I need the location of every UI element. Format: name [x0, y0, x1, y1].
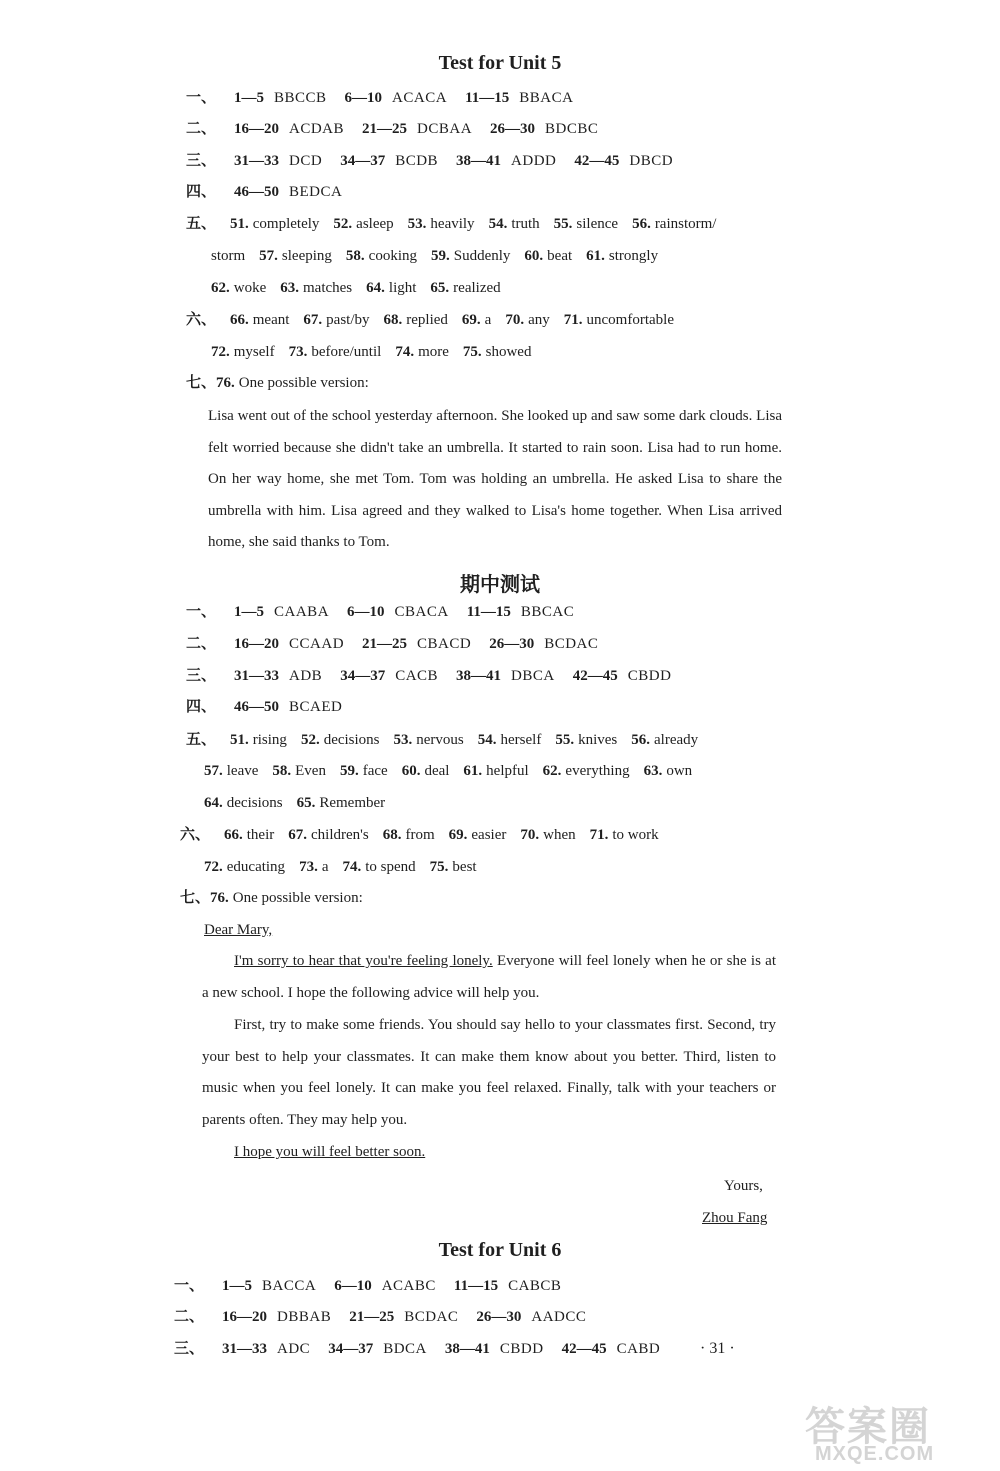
midterm-part2: 二、 16—20 CCAAD 21—25 CBACD 26—30 BCDAC	[186, 636, 599, 652]
midterm-part6-line1: 六、 66. their 67. children's 68. from 69. easier 70. when 71. to work	[180, 827, 659, 843]
unit6-title: Test for Unit 6	[438, 1239, 562, 1261]
midterm-part3: 三、 31—33 ADB 34—37 CACB 38—41 DBCA 42—45 CBDD	[186, 668, 672, 684]
midterm-title: 期中测试	[460, 574, 540, 596]
page-number: · 31 ·	[700, 1340, 735, 1357]
letter-paragraph-2: First, try to make some friends. You should say hello to your classmates first. Second, try your best to help your classmates. It can make them know about you better. Third, listen to music when you feel lonely. It can make you feel relaxed. Finally, talk with your teachers or parents often. They may help you.	[202, 1017, 776, 1128]
letter-paragraph-3: I hope you will feel better soon.	[234, 1144, 426, 1160]
midterm-part4: 四、 46—50 BCAED	[186, 699, 343, 715]
midterm-part1: 一、 1—5 CAABA 6—10 CBACA 11—15 BBCAC	[186, 604, 575, 620]
unit5-part5-line1: 五、 51. completely 52. asleep 53. heavily 54. truth 55. silence 56. rainstorm/	[186, 216, 717, 232]
unit5-part5-line2: storm 57. sleeping 58. cooking 59. Suddenly 60. beat 61. strongly	[211, 248, 659, 264]
unit6-part1: 一、 1—5 BACCA 6—10 ACABC 11—15 CABCB	[174, 1278, 562, 1294]
watermark-logo	[800, 1395, 1000, 1471]
unit5-essay: Lisa went out of the school yesterday afternoon. She looked up and saw some dark clouds. Lisa felt worried because she didn't take an umbrella. It started to rain soon. Lisa had to run home. On her way home, she met Tom. Tom was holding an umbrella. He asked Lisa to share the umbrella with him. Lisa agreed and they walked to Lisa's home together. When Lisa arrived home, she said thanks to Tom.	[208, 408, 782, 550]
watermark-url: MXQE.COM	[815, 1443, 935, 1465]
midterm-part5-line3: 64. decisions 65. Remember	[204, 795, 386, 811]
midterm-part5-line2: 57. leave 58. Even 59. face 60. deal 61. helpful 62. everything 63. own	[204, 763, 693, 779]
unit5-part5-line3: 62. woke 63. matches 64. light 65. realized	[211, 280, 501, 296]
letter-signature: Zhou Fang	[702, 1210, 768, 1226]
midterm-part6-line2: 72. educating 73. a 74. to spend 75. best	[204, 859, 477, 875]
unit5-part3: 三、 31—33 DCD 34—37 BCDB 38—41 ADDD 42—45 DBCD	[186, 153, 674, 169]
letter-greeting: Dear Mary,	[204, 922, 273, 938]
watermark-text: 答案圈	[805, 1405, 931, 1449]
midterm-part7-heading: 七、76. One possible version:	[180, 890, 363, 906]
unit5-part2: 二、 16—20 ACDAB 21—25 DCBAA 26—30 BDCBC	[186, 121, 599, 137]
unit6-part3: 三、 31—33 ADC 34—37 BDCA 38—41 CBDD 42—45 CABD	[174, 1341, 661, 1357]
unit6-part2: 二、 16—20 DBBAB 21—25 BCDAC 26—30 AADCC	[174, 1309, 587, 1325]
unit5-part1: 一、 1—5 BBCCB 6—10 ACACA 11—15 BBACA	[186, 90, 574, 106]
unit5-part6-line1: 六、 66. meant 67. past/by 68. replied 69. a 70. any 71. uncomfortable	[186, 312, 674, 328]
letter-paragraph-1: I'm sorry to hear that you're feeling lonely. Everyone will feel lonely when he or she is at a new school. I hope the following advice will help you.	[202, 953, 777, 1001]
unit5-part6-line2: 72. myself 73. before/until 74. more 75. showed	[211, 344, 532, 360]
unit5-part4: 四、 46—50 BEDCA	[186, 184, 343, 200]
unit5-title: Test for Unit 5	[438, 52, 562, 74]
midterm-part5-line1: 五、 51. rising 52. decisions 53. nervous 54. herself 55. knives 56. already	[186, 732, 699, 748]
letter-closing: Yours,	[724, 1178, 763, 1194]
unit5-part7-heading: 七、76. One possible version:	[186, 375, 369, 391]
